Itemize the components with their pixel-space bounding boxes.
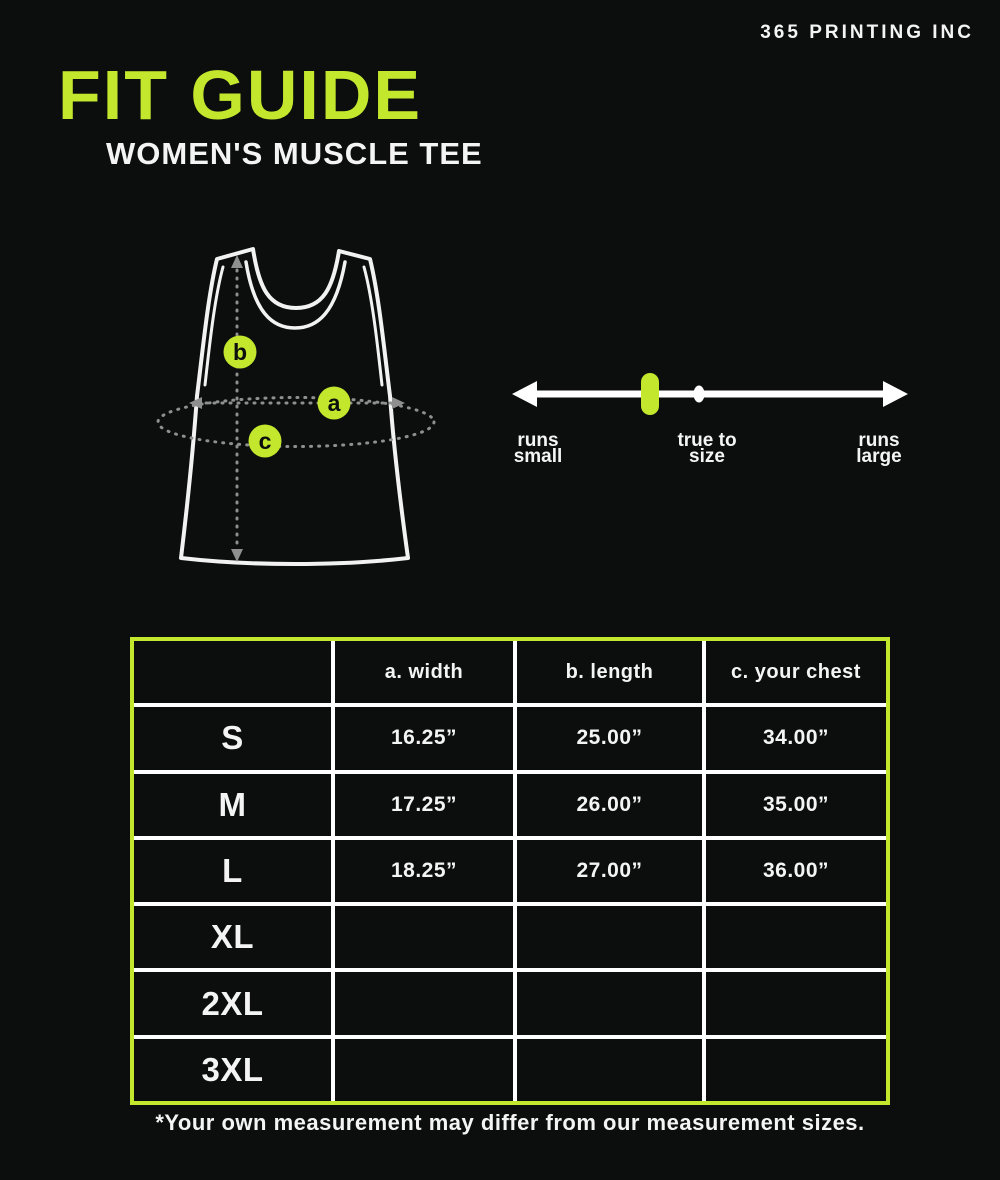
value-3xl-width xyxy=(335,1039,513,1101)
marker-b-label: b xyxy=(232,339,248,365)
size-label-3xl: 3XL xyxy=(134,1039,331,1101)
tank-outline xyxy=(181,249,408,564)
muscle-tee-diagram xyxy=(150,243,442,575)
value-2xl-chest xyxy=(706,972,886,1034)
marker-c-label: c xyxy=(258,428,272,454)
value-2xl-width xyxy=(335,972,513,1034)
page-title: FIT GUIDE xyxy=(58,56,423,134)
value-s-width: 16.25” xyxy=(335,707,513,769)
scale-center-dot xyxy=(694,386,705,403)
value-2xl-length xyxy=(517,972,702,1034)
marker-a-label: a xyxy=(327,390,341,416)
value-s-length: 25.00” xyxy=(517,707,702,769)
scale-label-line: runs xyxy=(517,430,559,451)
size-label-xl: XL xyxy=(134,906,331,968)
value-3xl-length xyxy=(517,1039,702,1101)
left-armhole-inner-line xyxy=(205,267,223,385)
column-header-length: b. length xyxy=(517,641,702,703)
value-s-chest: 34.00” xyxy=(706,707,886,769)
column-header-width: a. width xyxy=(335,641,513,703)
value-xl-chest xyxy=(706,906,886,968)
measurement-disclaimer: *Your own measurement may differ from our measurement sizes. xyxy=(155,1110,865,1135)
table-corner-cell xyxy=(134,641,331,703)
value-3xl-chest xyxy=(706,1039,886,1101)
brand-text: 365 PRINTING INC xyxy=(760,22,974,43)
scale-label-runs-large xyxy=(824,430,934,467)
size-label-l: L xyxy=(134,840,331,902)
scale-label-line: runs xyxy=(858,430,900,451)
value-m-chest: 35.00” xyxy=(706,774,886,836)
right-armhole-inner-line xyxy=(364,267,382,385)
value-l-chest: 36.00” xyxy=(706,840,886,902)
size-label-2xl: 2XL xyxy=(134,972,331,1034)
arrow-up xyxy=(231,255,243,268)
arrow-down xyxy=(231,549,243,562)
size-label-s: S xyxy=(134,707,331,769)
value-m-length: 26.00” xyxy=(517,774,702,836)
value-xl-length xyxy=(517,906,702,968)
value-l-length: 27.00” xyxy=(517,840,702,902)
scale-label-runs-small xyxy=(483,430,593,467)
scale-label-line: large xyxy=(856,446,902,467)
scale-marker xyxy=(641,373,659,415)
arrow-right xyxy=(392,397,405,409)
column-header-chest: c. your chest xyxy=(706,641,886,703)
size-table xyxy=(130,637,890,1105)
collar-band-line xyxy=(246,262,345,328)
size-label-m: M xyxy=(134,774,331,836)
scale-label-line: true to xyxy=(677,430,737,451)
scale-label-line: size xyxy=(689,446,725,467)
page-subtitle: WOMEN'S MUSCLE TEE xyxy=(106,136,483,171)
scale-label-line: small xyxy=(513,446,563,467)
scale-arrowhead-left xyxy=(512,381,537,407)
value-xl-width xyxy=(335,906,513,968)
value-m-width: 17.25” xyxy=(335,774,513,836)
scale-arrowhead-right xyxy=(883,381,908,407)
guide-arrowheads xyxy=(189,255,405,562)
value-l-width: 18.25” xyxy=(335,840,513,902)
fit-scale xyxy=(505,368,915,424)
scale-label-true-to-size xyxy=(652,430,762,467)
